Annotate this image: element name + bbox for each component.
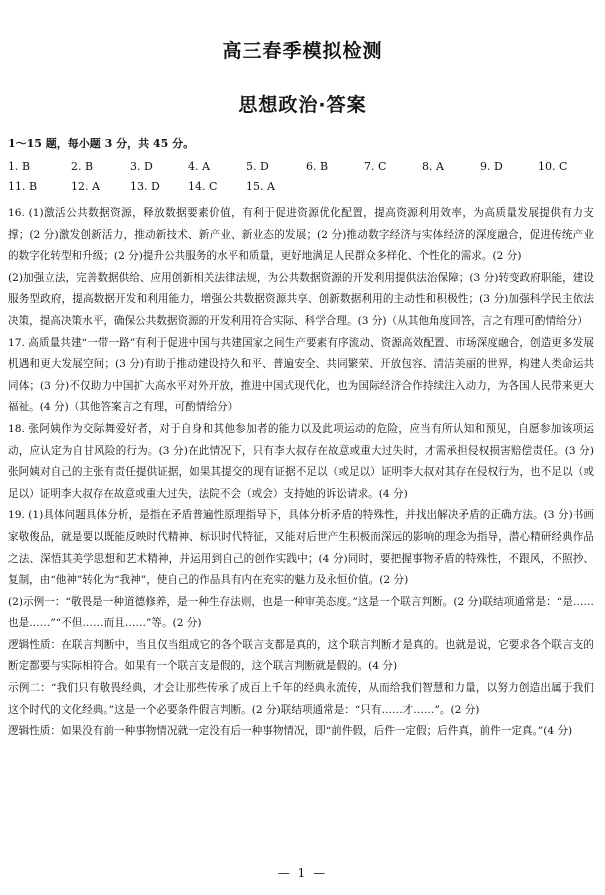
q18-answer: 18. 张阿姨作为交际舞爱好者，对于自身和其他参加者的能力以及此项运动的危险，应当有所认知和预见，自愿参加该项运动，应认定为自甘风险的行为。(3 分)在此情况下，只有李大叔存在故意或重大过失时，才需承担侵权损害赔偿责任。(3 分)张阿姨对自己的主张有责任提供证据，如果其提交的现有证据不足以（或足以）证明李大叔对其存在侵权行为，也不足以（或足以）证明李大叔存在故意或重大过失，法院不会（或会）支持她的诉讼请求。(4 分) <box>8 422 594 500</box>
answer-item: 13. D <box>130 180 160 193</box>
q19-logic-property-1: 逻辑性质：在联言判断中，当且仅当组成它的各个联言支都是真的，这个联言判断才是真的。也就是说，它要求各个联言支的断定都要与实际相符合。如果有一个联言支是假的，这个联言判断就是假的。(4 分) <box>8 638 594 673</box>
answer-item: 12. A <box>71 180 100 193</box>
exam-subtitle: 思想政治·答案 <box>238 94 367 116</box>
q19-logic-property-2: 逻辑性质：如果没有前一种事物情况就一定没有后一种事物情况，即“前件假，后件一定假；后件真，前件一定真。”(4 分) <box>8 725 573 738</box>
answer-item: 10. C <box>538 160 568 173</box>
answer-item: 11. B <box>8 180 38 193</box>
answer-item: 5. D <box>246 160 269 173</box>
answer-item: 14. C <box>188 180 218 193</box>
answer-item: 1. B <box>8 160 31 173</box>
answer-item: 3. D <box>130 160 153 173</box>
answer-item: 2. B <box>71 160 94 173</box>
answer-item: 4. A <box>188 160 210 173</box>
exam-title: 高三春季模拟检测 <box>222 40 383 62</box>
q19-part2-example2: 示例二：“我们只有敬畏经典，才会让那些传承了成百上千年的经典永流传，从而给我们智慧和力量，以努力创造出属于我们这个时代的文化经典。”这是一个必要条件假言判断。(2 分)联结项通常是：“只有……才……”。(2 分) <box>8 682 594 716</box>
answer-item: 8. A <box>422 160 444 173</box>
q16-part1: 16. (1)激活公共数据资源，释放数据要素价值，有利于促进资源优化配置，提高资源利用效率，为高质量发展提供有力支撑；(2 分)激发创新活力，推动新技术、新产业、新业态的发展；(2 分)推动数字经济与实体经济的深度融合，促进传统产业的数字化转型和升级；(2 分)提升公共服务的水平和质量，更好地满足人民群众多样化、个性化的需求。(2 分) <box>8 207 594 263</box>
page-number: — 1 — <box>277 866 328 880</box>
answer-item: 6. B <box>306 160 329 173</box>
answer-content <box>8 203 594 743</box>
multiple-choice-instructions: 1～15 题，每小题 3 分，共 45 分。 <box>8 137 195 150</box>
answer-item: 9. D <box>480 160 503 173</box>
q19-part2-example1: (2)示例一：“敬畏是一种道德修养，是一种生存法则，也是一种审美态度。”这是一个联言判断。(2 分)联结项通常是：“是……也是……”“不但……而且……”等。(2 分) <box>8 595 594 630</box>
answer-item: 7. C <box>364 160 387 173</box>
answer-item: 15. A <box>246 180 275 193</box>
q19-part1: 19. (1)具体问题具体分析，是指在矛盾普遍性原理指导下，具体分析矛盾的特殊性，并找出解决矛盾的正确方法。(3 分)书画家敬俊品，就是要以既能反映时代精神、标识时代特征，又能对后世产生积极而深远的影响的理念为指导，潜心精研经典作品之法、深悟其美学思想和艺术精神，并运用到自己的创作实践中；(4 分)同时，要把握事物矛盾的特殊性，不跟风，不照抄、复制，由“他神”转化为“我神”，使自己的作品具有内在充实的魅力及永恒价值。(2 分) <box>8 509 594 587</box>
q16-part2: (2)加强立法，完善数据供给、应用创新相关法律法规，为公共数据资源的开发利用提供法治保障；(3 分)转变政府职能，建设服务型政府，提高数据开发和利用能力，增强公共数据资源共享、创新数据利用的主动性和积极性；(3 分)加强科学民主依法决策，提高决策水平，确保公共数据资源的开发利用符合实际、科学合理。(3 分)（从其他角度回答，言之有理可酌情给分） <box>8 271 594 327</box>
q17-answer: 17. 高质量共建“一带一路”有利于促进中国与共建国家之间生产要素有序流动、资源高效配置、市场深度融合，创造更多发展机遇和更大发展空间；(3 分)有助于推动建设持久和平、普遍安全、共同繁荣、开放包容、清洁美丽的世界，构建人类命运共同体；(3 分)不仅助力中国扩大高水平对外开放，推进中国式现代化，也为国际经济合作持续注入动力，为各国人民带来更大福祉。(4 分)（其他答案言之有理，可酌情给分） <box>8 336 594 414</box>
